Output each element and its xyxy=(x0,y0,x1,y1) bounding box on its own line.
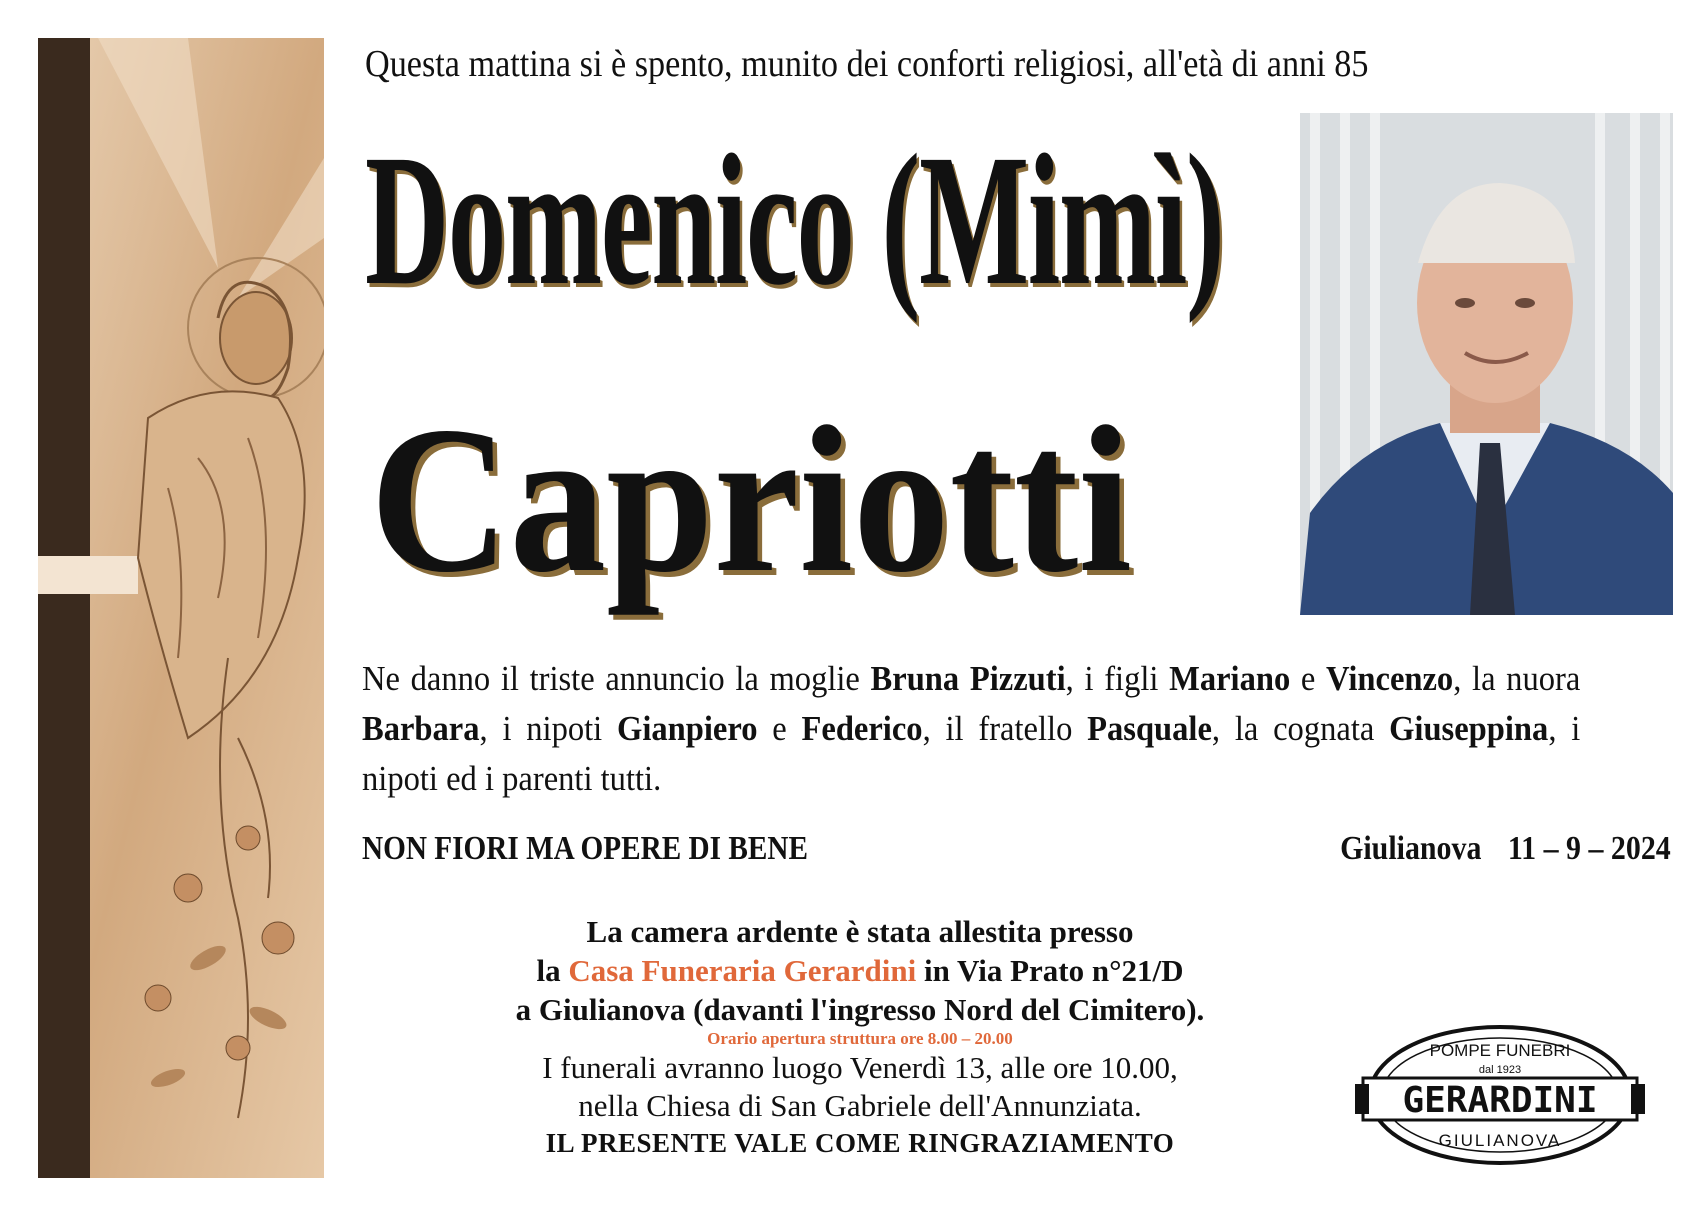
text-fragment: e xyxy=(757,709,802,748)
deceased-surname: Capriotti xyxy=(370,384,1132,616)
brother-name: Pasquale xyxy=(1087,709,1212,748)
notice-line: I funerali avranno luogo Venerdì 13, alle ore 10.00, xyxy=(542,1050,1178,1085)
gerardini-logo xyxy=(1355,1020,1645,1170)
text-fragment: , i nipoti xyxy=(479,709,618,748)
funeral-notice xyxy=(360,912,1360,1161)
funeral-home-name: Casa Funeraria Gerardini xyxy=(568,953,917,988)
notice-line: La camera ardente è stata allestita presso xyxy=(586,914,1134,949)
deceased-first-name: Domenico (Mimì) xyxy=(365,115,1224,324)
son-name: Mariano xyxy=(1169,659,1291,698)
death-announcement: Questa mattina si è spento, munito dei conforti religiosi, all'età di anni 85 xyxy=(365,43,1369,85)
wife-name: Bruna Pizzuti xyxy=(870,659,1066,698)
grandson-name: Federico xyxy=(801,709,923,748)
son-name: Vincenzo xyxy=(1326,659,1454,698)
place-and-date xyxy=(1340,830,1671,868)
daughter-in-law-name: Barbara xyxy=(362,709,480,748)
text-fragment: , la nuora xyxy=(1453,659,1581,698)
thanks-note: IL PRESENTE VALE COME RINGRAZIAMENTO xyxy=(545,1128,1175,1158)
sister-in-law-name: Giuseppina xyxy=(1389,709,1549,748)
logo-name-text: GERARDINI xyxy=(1402,1080,1598,1121)
family-announcement xyxy=(362,654,1580,804)
no-flowers-note: NON FIORI MA OPERE DI BENE xyxy=(362,830,808,867)
logo-top-text: POMPE FUNEBRI xyxy=(1429,1041,1571,1060)
text-fragment: , il fratello xyxy=(922,709,1088,748)
text-fragment: la xyxy=(536,953,569,988)
religious-illustration xyxy=(38,38,324,1178)
text-fragment: in Via Prato n°21/D xyxy=(916,953,1184,988)
logo-city-text: GIULIANOVA xyxy=(1438,1131,1562,1150)
text-fragment: , i figli xyxy=(1065,659,1170,698)
deceased-portrait-photo xyxy=(1300,113,1673,615)
date: 11 – 9 – 2024 xyxy=(1508,830,1671,867)
notice-line xyxy=(360,951,1360,990)
text-fragment: e xyxy=(1290,659,1327,698)
grandson-name: Gianpiero xyxy=(617,709,758,748)
notice-line: nella Chiesa di San Gabriele dell'Annunziata. xyxy=(578,1088,1142,1123)
text-fragment: Ne danno il triste annuncio la moglie xyxy=(362,659,871,698)
notice-line: a Giulianova (davanti l'ingresso Nord del Cimitero). xyxy=(515,992,1205,1027)
text-fragment: , i nipoti ed i parenti tutti. xyxy=(362,709,1581,798)
text-fragment: , la cognata xyxy=(1211,709,1390,748)
opening-hours: Orario apertura struttura ore 8.00 – 20.00 xyxy=(707,1029,1013,1048)
logo-since-text: dal 1923 xyxy=(1478,1064,1522,1076)
place: Giulianova xyxy=(1340,830,1482,867)
